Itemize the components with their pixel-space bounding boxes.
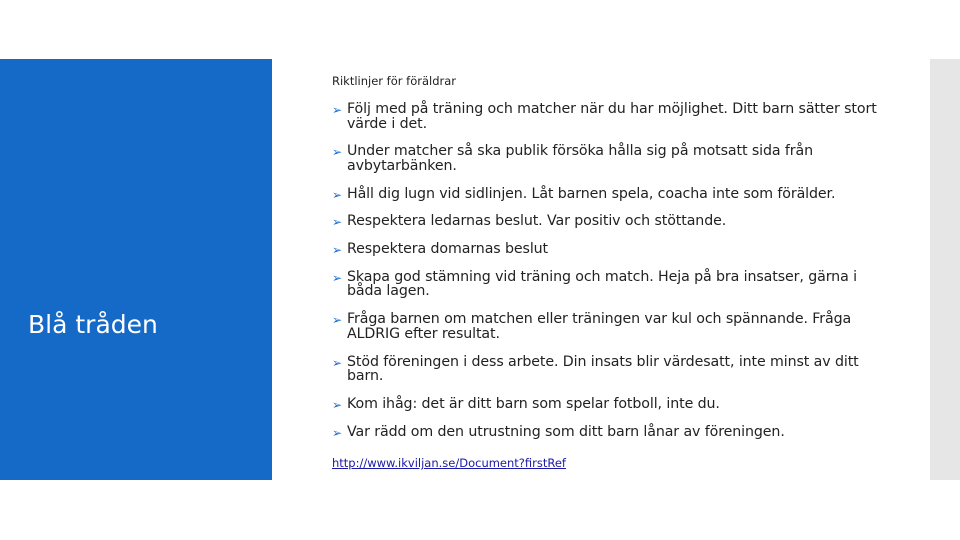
section-heading: Riktlinjer för föräldrar	[332, 74, 457, 88]
list-item-text: Under matcher så ska publik försöka hålla sig på motsatt sida från avbytarbänken.	[347, 143, 813, 174]
list-item	[332, 425, 892, 440]
title-panel	[0, 59, 272, 480]
list-item-text: Kom ihåg: det är ditt barn som spelar fotboll, inte du.	[347, 395, 720, 412]
arrow-bullet-icon: ➢	[332, 145, 342, 160]
list-item-text: Stöd föreningen i dess arbete. Din insats blir värdesatt, inte minst av ditt barn.	[347, 353, 859, 385]
list-item	[332, 312, 892, 341]
arrow-bullet-icon: ➢	[332, 103, 342, 117]
list-item-text: Respektera domarnas beslut	[347, 241, 549, 258]
list-item-text: Följ med på träning och matcher när du har möjlighet. Ditt barn sätter stort värde i det.	[347, 101, 877, 132]
content-area	[332, 74, 892, 471]
slide-title: Blå tråden	[28, 310, 158, 339]
arrow-bullet-icon: ➢	[332, 313, 342, 328]
arrow-bullet-icon: ➢	[332, 215, 342, 230]
arrow-bullet-icon: ➢	[332, 243, 342, 258]
list-item	[332, 355, 892, 384]
list-item	[332, 242, 892, 257]
arrow-bullet-icon: ➢	[332, 270, 342, 285]
arrow-bullet-icon: ➢	[332, 187, 342, 202]
list-item	[332, 102, 892, 131]
arrow-bullet-icon: ➢	[332, 397, 342, 412]
list-item-text: Håll dig lugn vid sidlinjen. Låt barnen spela, coacha inte som förälder.	[347, 185, 836, 202]
list-item	[332, 144, 892, 173]
arrow-bullet-icon: ➢	[332, 355, 342, 370]
document-link[interactable]: http://www.ikviljan.se/Document?firstRef	[332, 456, 566, 471]
arrow-bullet-icon: ➢	[332, 425, 342, 440]
list-item-text: Var rädd om den utrustning som ditt barn lånar av föreningen.	[347, 423, 785, 440]
side-strip	[930, 59, 960, 480]
list-item	[332, 187, 892, 202]
list-item	[332, 270, 892, 299]
list-item-text: Respektera ledarnas beslut. Var positiv och stöttande.	[347, 213, 727, 230]
list-item-text: Skapa god stämning vid träning och match. Heja på bra insatser, gärna i båda lagen.	[347, 268, 857, 300]
guidelines-list	[332, 102, 892, 439]
list-item	[332, 214, 892, 229]
list-item	[332, 397, 892, 412]
list-item-text: Fråga barnen om matchen eller träningen var kul och spännande. Fråga ALDRIG efter resultat.	[347, 311, 852, 342]
